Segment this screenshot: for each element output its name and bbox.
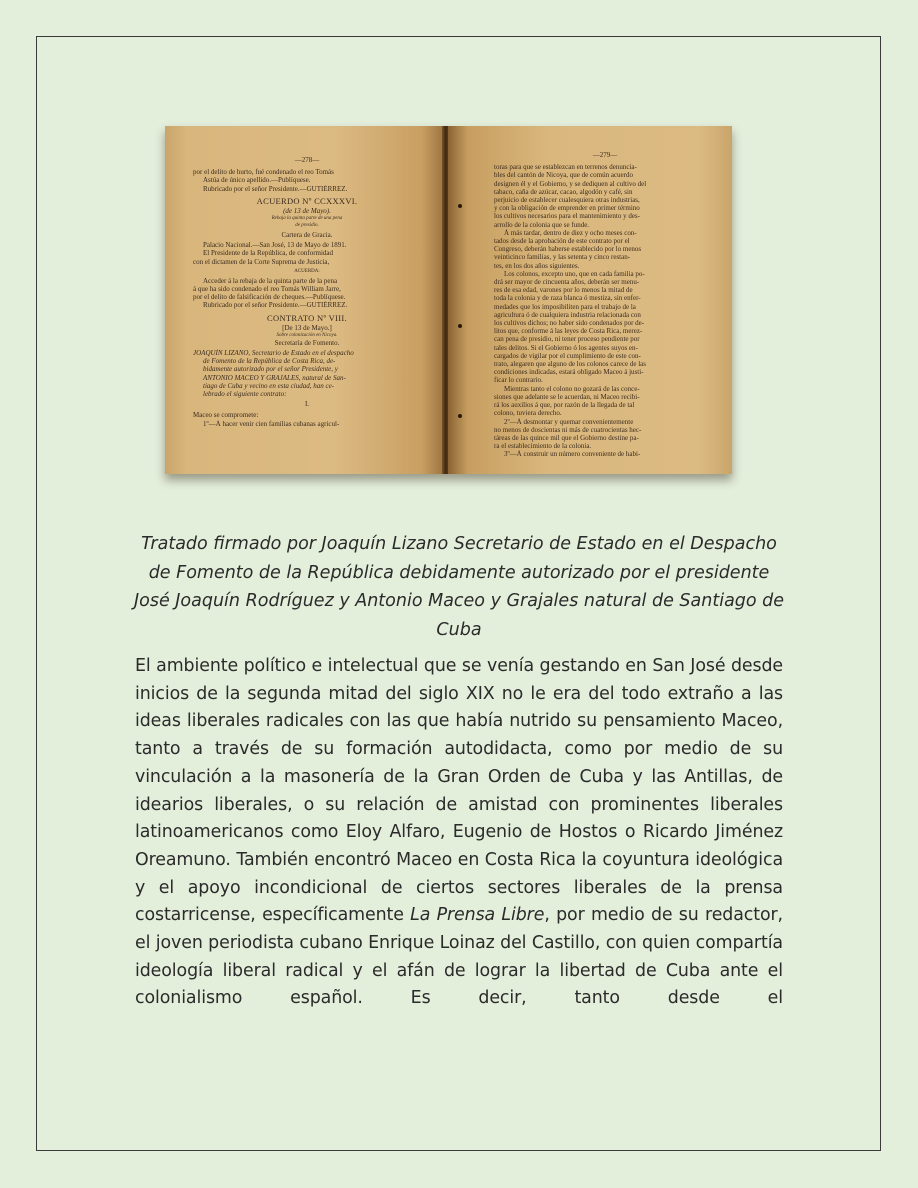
- left-line: El Presidente de la República, de conformidad: [203, 249, 334, 258]
- right-line: toda la colonia y de raza blanca ó mestiza, sin enfer-: [494, 294, 641, 303]
- left-line: á que ha sido condenado el reo Tomás William Jarre,: [193, 285, 341, 294]
- right-line: res de esa edad, varones por lo menos la mitad de: [494, 286, 633, 295]
- right-line: ficar lo contrario.: [494, 376, 543, 385]
- left-line: Rebaja la quinta parte de una pena: [271, 216, 343, 222]
- right-line: ra el establecimiento de la colonia.: [494, 442, 592, 451]
- right-line: veinticinco familias, y las setenta y cinco restan-: [494, 253, 631, 262]
- right-line: Congreso, deberán haberse establecido por lo menos: [494, 245, 642, 254]
- right-line: cargados de vigilar por el cumplimiento de este con-: [494, 351, 641, 360]
- right-line: can pena de presidio, ni tener proceso pendiente por: [494, 335, 640, 344]
- left-line: bidamente autorizado por el señor Presidente, y: [203, 365, 338, 374]
- right-line: litos que, conforme á las leyes de Costa Rica, merez-: [494, 327, 643, 336]
- right-page-number: —279—: [592, 151, 618, 159]
- left-line: (de 13 de Mayo).: [283, 206, 331, 215]
- right-line: no menos de doscientas ni más de cuatrocientas hec-: [494, 425, 642, 434]
- right-line: tales delitos. Si el Gobierno ó los agentes suyos en-: [494, 343, 638, 352]
- left-line: 1º—Á hacer venir cien familias cubanas agricul-: [203, 419, 340, 428]
- book-photo: [165, 126, 732, 474]
- right-line: siones que adelante se le acuerdan, ni Maceo recibi-: [494, 392, 640, 401]
- right-line: colono, tuviera derecho.: [494, 409, 562, 418]
- left-line: [De 13 de Mayo.]: [282, 323, 332, 332]
- left-line: de presidio.: [295, 223, 319, 229]
- left-line: JOAQUÍN LIZANO, Secretario de Estado en el despacho: [193, 349, 354, 358]
- left-line: Astúa de único apellido.—Publíquese.: [203, 176, 311, 185]
- right-line: trato, alegaren que alguno de los colonos carece de las: [494, 360, 646, 369]
- right-line: los cultivos dichos; no haber sido condenados por de-: [494, 319, 645, 328]
- left-line: Cartera de Gracia.: [281, 231, 333, 240]
- left-line: con el dictamen de la Corte Suprema de Justicia,: [193, 257, 330, 266]
- book-left-page: [165, 126, 444, 474]
- right-line: Los colonos, excepto uno, que en cada familia po-: [504, 269, 645, 278]
- body-text-part-2: , por medio de su redactor, el joven periodista cubano Enrique Loinaz del Castillo, con quien compartía ideología liberal radical y el afán de lograr la libertad de Cuba ante el colonialismo español. Es decir, tanto desde el: [135, 905, 783, 1009]
- right-line: designen él y el Gobierno, y se dediquen al cultivo del: [494, 179, 647, 188]
- left-line: Palacio Nacional.—San José, 13 de Mayo de 1891.: [203, 241, 347, 250]
- body-paragraph: [135, 653, 783, 1013]
- left-line: Sobre colonización en Nicoya.: [276, 332, 338, 338]
- right-line: Mientras tanto el colono no gozará de las conce-: [504, 384, 640, 393]
- right-line: medades que los imposibiliten para el trabajo de la: [494, 302, 636, 311]
- left-line: ANTONIO MACEO Y GRAJALES, natural de San-: [203, 373, 346, 382]
- right-line: táreas de las quince mil que el Gobierno destine pa-: [494, 433, 639, 442]
- right-line: agricultura ó de cualquiera industria relacionada con: [494, 310, 641, 319]
- left-line: Maceo se compromete:: [193, 411, 259, 420]
- left-line: por el delito de hurto, fué condenado el reo Tomás: [193, 168, 334, 177]
- right-line: bles del cantón de Nicoya, que de común acuerdo: [494, 171, 633, 180]
- newspaper-name: La Prensa Libre: [410, 905, 545, 926]
- right-line: tes, en los dos años siguientes.: [494, 261, 580, 270]
- right-line: toras para que se establezcan en terrenos denuncia-: [494, 163, 637, 172]
- right-line: tados desde la aprobación de este contrato por el: [494, 237, 630, 246]
- right-line: y con la obligación de emprender en primer término: [494, 204, 640, 213]
- right-line: Á más tardar, dentro de diez y ocho meses con-: [504, 228, 637, 237]
- left-line: I.: [304, 400, 310, 409]
- right-line: condiciones indicadas, estará obligado Maceo á justi-: [494, 368, 644, 377]
- left-line: ACUERDA:: [294, 268, 320, 274]
- body-text-part-1: El ambiente político e intelectual que se venía gestando en San José desde inicios de la segunda mitad del siglo XIX no le era del todo extraño a las ideas liberales radicales con las que había nutrido su pensamiento Maceo, tanto a través de su formación autodidacta, como por medio de su vinculación a la masonería de la Gran Orden de Cuba y las Antillas, de idearios liberales, o su relación de amistad con prominentes liberales latinoamericanos como Eloy Alfaro, Eugenio de Hostos o Ricardo Jiménez Oreamuno. También encontró Maceo en Costa Rica la coyuntura ideológica y el apoyo incondicional de ciertos sectores liberales de la prensa costarricense, específicamente: [135, 656, 783, 926]
- left-line: tiago de Cuba y vecino en esta ciudad, han ce-: [203, 381, 335, 390]
- right-line: perjuicio de establecer cualesquiera otras industrias,: [494, 196, 640, 205]
- binding-hole: [458, 204, 462, 208]
- left-line: por el delito de falsificación de cheques.—Publíquese.: [193, 293, 346, 302]
- left-line: lebrado el siguiente contrato:: [203, 390, 287, 399]
- left-page-number: —278—: [294, 156, 320, 164]
- left-heading: CONTRATO Nº VIII.: [267, 312, 347, 323]
- left-line: Rubricado por el señor Presidente.—GUTIÉRREZ.: [203, 184, 348, 193]
- right-line: 3º—Á construir un número conveniente de habi-: [504, 450, 641, 459]
- right-line: drá ser mayor de cincuenta años, deberán ser menu-: [494, 278, 640, 287]
- binding-hole: [458, 324, 462, 328]
- left-heading: ACUERDO Nº CCXXXVI.: [256, 195, 358, 206]
- right-line: tabaco, caña de azúcar, cacao, algodón y café, sin: [494, 187, 633, 196]
- left-line: de Fomento de la República de Costa Rica, de-: [203, 357, 336, 366]
- right-line: rá los auxilios á que, por razón de la llegada de tal: [494, 401, 635, 410]
- photo-caption: Tratado firmado por Joaquín Lizano Secretario de Estado en el Despacho de Fomento de la República debidamente autorizado por el presidente José Joaquín Rodríguez y Antonio Maceo y Grajales natural de Santiago de Cuba: [133, 534, 785, 640]
- right-line: 2º—Á desmontar y quemar convenientemente: [504, 417, 634, 426]
- book-right-page: [448, 126, 732, 474]
- left-line: Rubricado por el señor Presidente.—GUTIÉRREZ.: [203, 301, 348, 310]
- right-line: los cultivos necesarios para el mantenimiento y des-: [494, 212, 640, 221]
- right-line: arrollo de la colonia que se funde.: [494, 220, 590, 229]
- left-line: Secretaría de Fomento.: [274, 338, 340, 347]
- left-line: Acceder á la rebaja de la quinta parte de la pena: [203, 276, 338, 285]
- binding-hole: [458, 414, 462, 418]
